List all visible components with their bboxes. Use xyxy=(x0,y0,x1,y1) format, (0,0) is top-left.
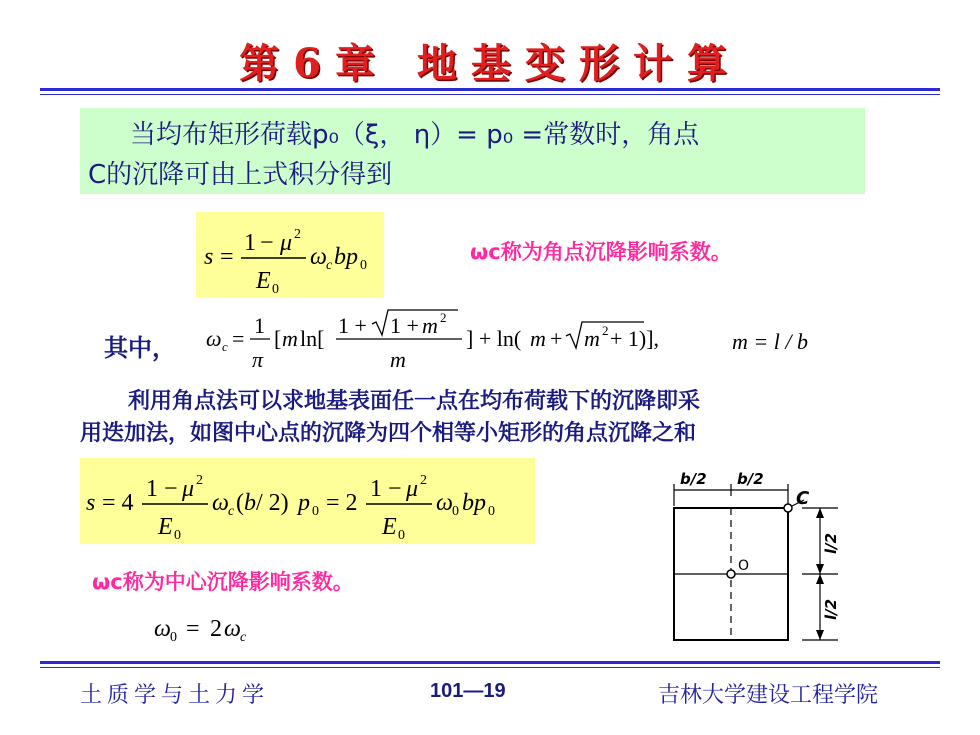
svg-text:μ: μ xyxy=(182,476,195,502)
svg-text:1: 1 xyxy=(254,313,265,338)
svg-text:2: 2 xyxy=(602,323,609,338)
svg-text:b: b xyxy=(244,490,256,516)
svg-text:0: 0 xyxy=(398,528,405,543)
paragraph-line-2: 用迭加法，如图中心点的沉降为四个相等小矩形的角点沉降之和 xyxy=(80,421,697,446)
label-b-half-right: b/2 xyxy=(737,470,764,488)
svg-text:/ 2): / 2) xyxy=(256,490,289,516)
m-definition: m = l / b xyxy=(732,329,808,354)
intro-line-2: C的沉降可由上式积分得到 xyxy=(88,160,393,190)
formula-corner-settlement xyxy=(196,212,384,298)
svg-text:m: m xyxy=(422,313,438,338)
svg-text:1 +: 1 + xyxy=(390,313,419,338)
formula-center-settlement xyxy=(80,458,535,544)
svg-text:bp: bp xyxy=(334,244,358,270)
footer-institution: 吉林大学建设工程学院 xyxy=(658,683,879,708)
svg-text:= 4: = 4 xyxy=(102,490,134,516)
svg-text:π: π xyxy=(252,347,264,372)
svg-text:E: E xyxy=(382,514,397,540)
formula-omega-relation xyxy=(150,606,290,650)
corner-point-c xyxy=(784,504,792,512)
svg-text:=: = xyxy=(232,326,245,351)
svg-text:(: ( xyxy=(236,490,244,516)
corner-coefficient-note: ωc称为角点沉降影响系数。 xyxy=(470,240,732,264)
svg-text:0: 0 xyxy=(312,504,319,519)
svg-text:1: 1 xyxy=(244,230,256,256)
svg-text:c: c xyxy=(240,630,247,645)
svg-text:E: E xyxy=(158,514,173,540)
center-point-o xyxy=(727,570,735,578)
svg-text:ω: ω xyxy=(206,326,222,351)
svg-text:2: 2 xyxy=(440,310,447,325)
svg-text:2: 2 xyxy=(210,616,222,642)
svg-text:m: m xyxy=(530,326,546,351)
svg-text:ω: ω xyxy=(436,490,453,516)
footer-rule-thick xyxy=(40,661,940,664)
svg-text:c: c xyxy=(326,258,333,273)
svg-text:0: 0 xyxy=(488,504,495,519)
center-coefficient-note: ωc称为中心沉降影响系数。 xyxy=(92,570,354,594)
slide-title: 第6章 地基变形计算 xyxy=(239,40,741,87)
svg-text:2: 2 xyxy=(420,473,427,488)
svg-text:ω: ω xyxy=(154,616,171,642)
svg-text:0: 0 xyxy=(170,630,177,645)
label-l-half-top: l/2 xyxy=(822,532,840,554)
svg-text:+: + xyxy=(550,326,563,351)
svg-text:= 2: = 2 xyxy=(326,490,358,516)
label-o: O xyxy=(738,558,750,574)
label-l-half-bottom: l/2 xyxy=(822,598,840,620)
title-rule-thin xyxy=(40,94,940,95)
svg-text:m: m xyxy=(282,326,298,351)
wherein-label: 其中， xyxy=(104,334,176,362)
svg-text:=: = xyxy=(186,616,200,642)
intro-line-1: 当均布矩形荷载p₀（ξ， η）= p₀ =常数时，角点 xyxy=(130,120,700,150)
svg-text:0: 0 xyxy=(452,504,459,519)
svg-text:1 −: 1 − xyxy=(146,476,178,502)
svg-text:0: 0 xyxy=(272,282,279,297)
svg-text:=: = xyxy=(220,244,234,270)
svg-text:−: − xyxy=(260,230,274,256)
footer-page-number: 101—19 xyxy=(430,680,506,702)
svg-text:ln[: ln[ xyxy=(300,326,325,351)
svg-text:ω: ω xyxy=(224,616,241,642)
svg-text:p: p xyxy=(298,490,310,516)
label-c: C xyxy=(796,488,810,509)
intro-box xyxy=(80,108,865,194)
svg-text:[: [ xyxy=(274,326,282,351)
svg-text:μ: μ xyxy=(406,476,419,502)
svg-text:μ: μ xyxy=(280,230,293,256)
svg-text:c: c xyxy=(222,339,228,354)
svg-text:c: c xyxy=(228,504,235,519)
svg-text:0: 0 xyxy=(174,528,181,543)
paragraph-line-1: 利用角点法可以求地基表面任一点在均布荷载下的沉降即采 xyxy=(128,389,701,414)
title-rule-thick xyxy=(40,88,940,91)
footer-course-name: 土质学与土力学 xyxy=(80,683,270,708)
svg-text:m: m xyxy=(584,326,600,351)
svg-text:s: s xyxy=(86,490,96,516)
svg-text:bp: bp xyxy=(462,490,486,516)
svg-text:0: 0 xyxy=(360,258,367,273)
svg-text:ω: ω xyxy=(212,490,229,516)
svg-text:1 −: 1 − xyxy=(370,476,402,502)
svg-text:ω: ω xyxy=(310,244,327,270)
svg-text:+ 1)],: + 1)], xyxy=(610,326,660,351)
svg-text:2: 2 xyxy=(196,473,203,488)
label-b-half-left: b/2 xyxy=(680,470,707,488)
footer-rule-thin xyxy=(40,667,940,668)
svg-text:s: s xyxy=(204,244,214,270)
rectangle-diagram xyxy=(660,462,860,652)
svg-text:2: 2 xyxy=(294,227,301,242)
svg-text:] + ln(: ] + ln( xyxy=(466,326,522,351)
svg-text:m: m xyxy=(390,347,406,372)
svg-text:E: E xyxy=(256,268,271,294)
svg-text:1 +: 1 + xyxy=(338,313,367,338)
